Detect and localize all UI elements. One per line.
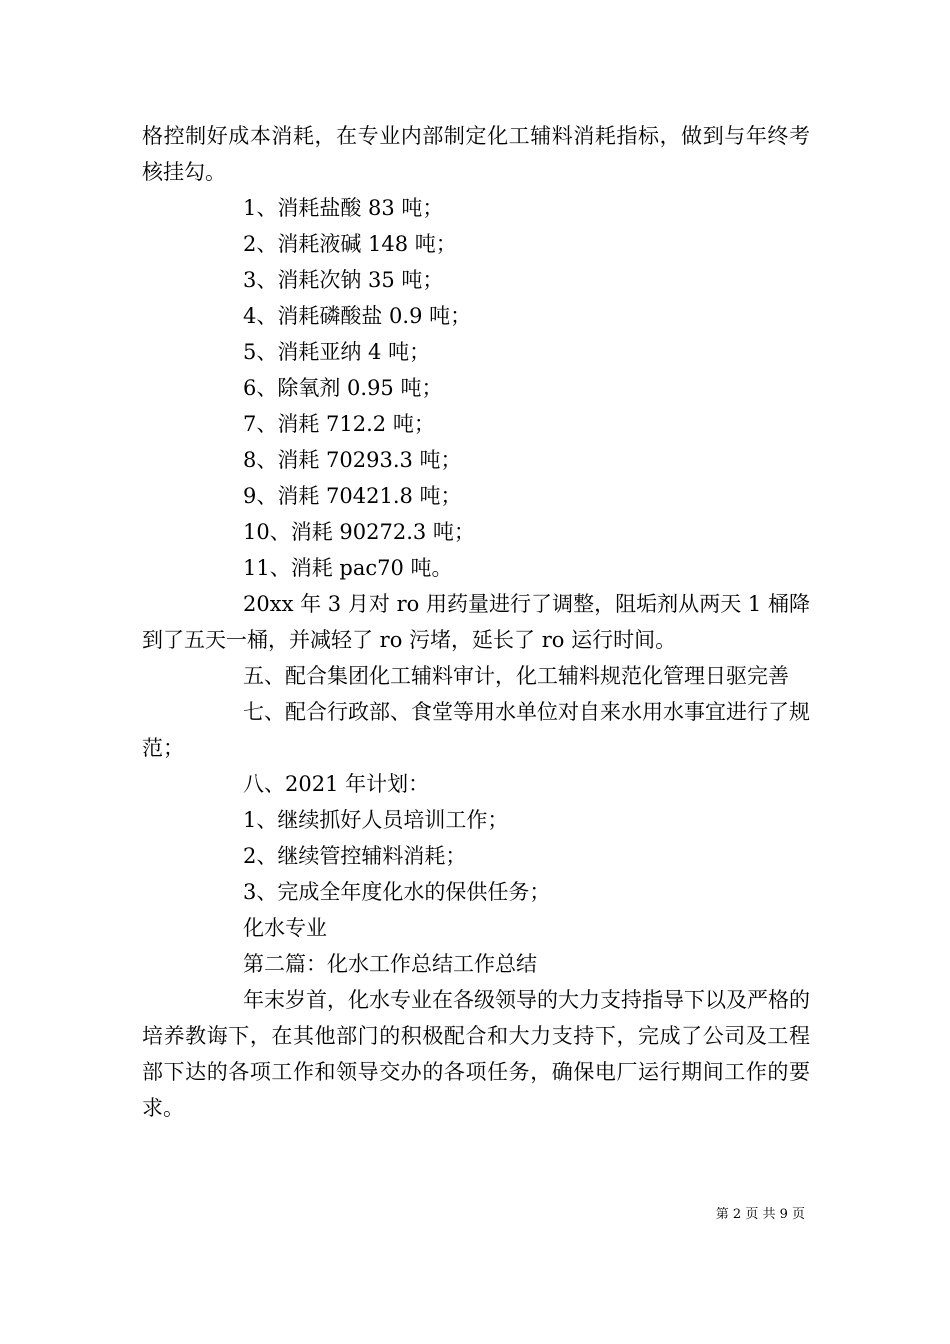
signature: 化水专业	[243, 916, 327, 940]
plan-item-2: 2、继续管控辅料消耗；	[243, 844, 467, 868]
consumption-item-6: 6、除氧剂 0.95 吨；	[243, 376, 443, 400]
consumption-item-10: 10、消耗 90272.3 吨；	[243, 520, 475, 544]
consumption-item-3: 3、消耗次钠 35 吨；	[243, 268, 444, 292]
paragraph-water-usage: 七、配合行政部、食堂等用水单位对自来水用水事宜进行了规范；	[142, 700, 810, 760]
consumption-item-5: 5、消耗亚纳 4 吨；	[243, 340, 431, 364]
consumption-item-4: 4、消耗磷酸盐 0.9 吨；	[243, 304, 472, 328]
document-body	[142, 118, 810, 1126]
consumption-item-1: 1、消耗盐酸 83 吨；	[243, 196, 444, 220]
paragraph-cost-control: 格控制好成本消耗，在专业内部制定化工辅料消耗指标，做到与年终考核挂勾。	[142, 124, 810, 184]
plan-item-1: 1、继续抓好人员培训工作；	[243, 808, 509, 832]
paragraph-audit: 五、配合集团化工辅料审计，化工辅料规范化管理日驱完善	[243, 664, 789, 688]
paragraph-year-end: 年末岁首，化水专业在各级领导的大力支持指导下以及严格的培养教诲下，在其他部门的积极配合和大力支持下，完成了公司及工程部下达的各项工作和领导交办的各项任务，确保电厂运行期间工作的要求。	[142, 988, 810, 1120]
consumption-item-9: 9、消耗 70421.8 吨；	[243, 484, 462, 508]
consumption-item-11: 11、消耗 pac70 吨。	[243, 556, 453, 580]
section-title: 第二篇：化水工作总结工作总结	[243, 952, 537, 976]
consumption-item-2: 2、消耗液碱 148 吨；	[243, 232, 457, 256]
consumption-item-8: 8、消耗 70293.3 吨；	[243, 448, 462, 472]
paragraph-ro-adjustment: 20xx 年 3 月对 ro 用药量进行了调整，阻垢剂从两天 1 桶降到了五天一桶，并减轻了 ro 污堵，延长了 ro 运行时间。	[142, 592, 810, 652]
page-number: 第 2 页 共 9 页	[715, 1207, 805, 1222]
plan-heading: 八、2021 年计划：	[243, 772, 430, 796]
consumption-item-7: 7、消耗 712.2 吨；	[243, 412, 435, 436]
plan-item-3: 3、完成全年度化水的保供任务；	[243, 880, 551, 904]
